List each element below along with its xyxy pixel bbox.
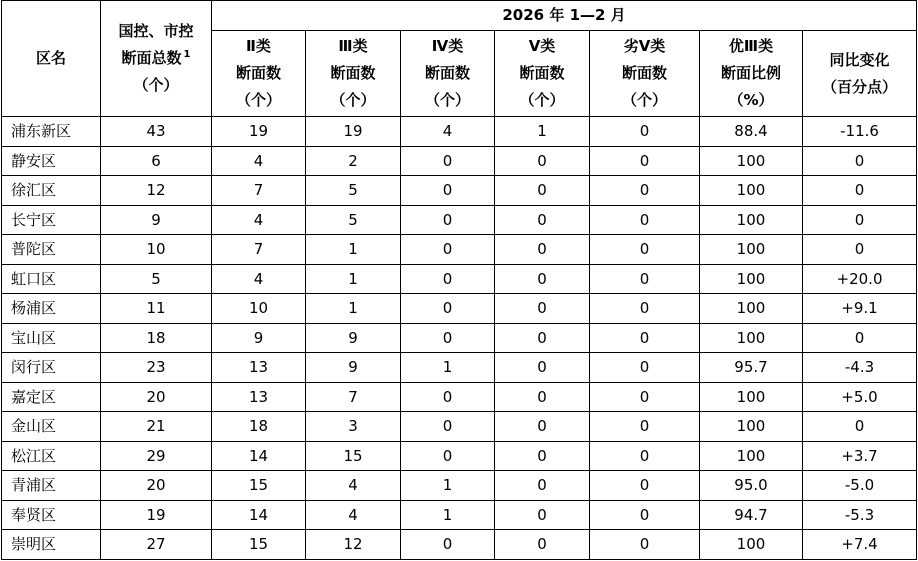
class2-cell: 10 bbox=[212, 294, 306, 324]
district-cell: 松江区 bbox=[2, 441, 101, 471]
worse-class5-header bbox=[590, 31, 700, 117]
worse-class5-header-line1: 劣Ⅴ类 bbox=[623, 37, 666, 55]
class4-cell: 4 bbox=[401, 117, 495, 147]
table-body bbox=[2, 117, 917, 560]
total-cell: 21 bbox=[101, 412, 212, 442]
table-row bbox=[2, 353, 917, 383]
table-row bbox=[2, 205, 917, 235]
total-cell: 29 bbox=[101, 441, 212, 471]
yoy-change-cell: -4.3 bbox=[803, 353, 917, 383]
ratio-cell: 94.7 bbox=[700, 500, 803, 530]
table-row bbox=[2, 264, 917, 294]
class2-header-line2: 断面数 bbox=[235, 64, 281, 82]
total-cell: 43 bbox=[101, 117, 212, 147]
table-row bbox=[2, 235, 917, 265]
class2-cell: 4 bbox=[212, 264, 306, 294]
class5-header-line3: （个） bbox=[519, 91, 565, 109]
class2-cell: 4 bbox=[212, 146, 306, 176]
ratio-header bbox=[700, 31, 803, 117]
footnote-marker: 1 bbox=[183, 49, 191, 60]
class4-cell: 0 bbox=[401, 441, 495, 471]
table-row bbox=[2, 294, 917, 324]
class3-header-line1: Ⅲ类 bbox=[338, 37, 368, 55]
total-header-unit: （个） bbox=[133, 76, 179, 94]
yoy-change-header-line1: 同比变化 bbox=[829, 50, 890, 69]
total-cell: 9 bbox=[101, 205, 212, 235]
class2-cell: 14 bbox=[212, 441, 306, 471]
class4-cell: 0 bbox=[401, 235, 495, 265]
class3-cell: 1 bbox=[306, 294, 401, 324]
worse-class5-cell: 0 bbox=[590, 471, 700, 501]
class2-header-line1: Ⅱ类 bbox=[246, 37, 271, 55]
ratio-cell: 100 bbox=[700, 323, 803, 353]
class5-header-line1: Ⅴ类 bbox=[528, 37, 556, 55]
class2-cell: 7 bbox=[212, 176, 306, 206]
class4-header-line2: 断面数 bbox=[424, 64, 470, 82]
table-header bbox=[2, 1, 917, 117]
class3-cell: 9 bbox=[306, 353, 401, 383]
total-header-line2 bbox=[101, 45, 211, 72]
class2-cell: 13 bbox=[212, 353, 306, 383]
worse-class5-cell: 0 bbox=[590, 294, 700, 324]
worse-class5-cell: 0 bbox=[590, 500, 700, 530]
class3-cell: 12 bbox=[306, 530, 401, 560]
table-row bbox=[2, 146, 917, 176]
class3-cell: 19 bbox=[306, 117, 401, 147]
class3-cell: 5 bbox=[306, 205, 401, 235]
class5-cell: 0 bbox=[495, 353, 590, 383]
class2-cell: 4 bbox=[212, 205, 306, 235]
class5-cell: 0 bbox=[495, 146, 590, 176]
class3-header bbox=[306, 31, 401, 117]
worse-class5-cell: 0 bbox=[590, 441, 700, 471]
yoy-change-cell: +5.0 bbox=[803, 382, 917, 412]
worse-class5-cell: 0 bbox=[590, 382, 700, 412]
class4-cell: 0 bbox=[401, 176, 495, 206]
class5-header-line2: 断面数 bbox=[519, 64, 565, 82]
worse-class5-cell: 0 bbox=[590, 412, 700, 442]
class4-cell: 1 bbox=[401, 500, 495, 530]
class3-header-line2: 断面数 bbox=[330, 64, 376, 82]
class3-cell: 2 bbox=[306, 146, 401, 176]
class2-cell: 9 bbox=[212, 323, 306, 353]
class5-cell: 0 bbox=[495, 412, 590, 442]
table-row bbox=[2, 530, 917, 560]
total-cell: 10 bbox=[101, 235, 212, 265]
district-cell: 嘉定区 bbox=[2, 382, 101, 412]
class3-header-line3: （个） bbox=[330, 91, 376, 109]
worse-class5-cell: 0 bbox=[590, 117, 700, 147]
ratio-header-line2: 断面比例 bbox=[720, 64, 781, 82]
class3-cell: 5 bbox=[306, 176, 401, 206]
class2-header bbox=[212, 31, 306, 117]
worse-class5-cell: 0 bbox=[590, 176, 700, 206]
class3-cell: 4 bbox=[306, 500, 401, 530]
ratio-cell: 100 bbox=[700, 412, 803, 442]
yoy-change-cell: -5.3 bbox=[803, 500, 917, 530]
worse-class5-cell: 0 bbox=[590, 146, 700, 176]
ratio-cell: 100 bbox=[700, 146, 803, 176]
class4-cell: 1 bbox=[401, 471, 495, 501]
worse-class5-cell: 0 bbox=[590, 530, 700, 560]
ratio-cell: 100 bbox=[700, 530, 803, 560]
class5-cell: 0 bbox=[495, 176, 590, 206]
district-cell: 徐汇区 bbox=[2, 176, 101, 206]
district-cell: 奉贤区 bbox=[2, 500, 101, 530]
class2-cell: 18 bbox=[212, 412, 306, 442]
worse-class5-cell: 0 bbox=[590, 235, 700, 265]
total-cell: 20 bbox=[101, 382, 212, 412]
yoy-change-cell: 0 bbox=[803, 323, 917, 353]
class5-cell: 0 bbox=[495, 323, 590, 353]
district-cell: 闵行区 bbox=[2, 353, 101, 383]
class2-cell: 15 bbox=[212, 530, 306, 560]
yoy-change-cell: 0 bbox=[803, 146, 917, 176]
total-cell: 11 bbox=[101, 294, 212, 324]
yoy-change-cell: -11.6 bbox=[803, 117, 917, 147]
class5-cell: 1 bbox=[495, 117, 590, 147]
total-cell: 27 bbox=[101, 530, 212, 560]
class4-cell: 0 bbox=[401, 412, 495, 442]
ratio-cell: 100 bbox=[700, 235, 803, 265]
class5-header bbox=[495, 31, 590, 117]
yoy-change-cell: 0 bbox=[803, 176, 917, 206]
ratio-cell: 95.0 bbox=[700, 471, 803, 501]
district-cell: 虹口区 bbox=[2, 264, 101, 294]
yoy-change-header-line2: （百分点） bbox=[822, 77, 898, 96]
class3-cell: 7 bbox=[306, 382, 401, 412]
class3-cell: 4 bbox=[306, 471, 401, 501]
class5-cell: 0 bbox=[495, 205, 590, 235]
ratio-cell: 100 bbox=[700, 294, 803, 324]
table-row bbox=[2, 441, 917, 471]
worse-class5-cell: 0 bbox=[590, 264, 700, 294]
worse-class5-cell: 0 bbox=[590, 353, 700, 383]
period-header: 2026 年 1—2 月 bbox=[212, 1, 917, 31]
class3-cell: 9 bbox=[306, 323, 401, 353]
class5-cell: 0 bbox=[495, 530, 590, 560]
yoy-change-cell: -5.0 bbox=[803, 471, 917, 501]
table-row bbox=[2, 117, 917, 147]
class2-cell: 15 bbox=[212, 471, 306, 501]
table-row bbox=[2, 176, 917, 206]
yoy-change-cell: 0 bbox=[803, 235, 917, 265]
district-header: 区名 bbox=[2, 1, 101, 117]
total-sections-header bbox=[101, 1, 212, 117]
total-header-line1: 国控、市控 bbox=[118, 22, 194, 40]
district-cell: 崇明区 bbox=[2, 530, 101, 560]
table-row bbox=[2, 500, 917, 530]
total-cell: 5 bbox=[101, 264, 212, 294]
ratio-cell: 100 bbox=[700, 176, 803, 206]
class2-header-line3: （个） bbox=[235, 91, 281, 109]
ratio-cell: 100 bbox=[700, 205, 803, 235]
total-cell: 18 bbox=[101, 323, 212, 353]
class4-cell: 1 bbox=[401, 353, 495, 383]
yoy-change-cell: 0 bbox=[803, 412, 917, 442]
worse-class5-header-line2: 断面数 bbox=[621, 64, 667, 82]
class3-cell: 3 bbox=[306, 412, 401, 442]
class4-header-line3: （个） bbox=[424, 91, 470, 109]
district-cell: 静安区 bbox=[2, 146, 101, 176]
class5-cell: 0 bbox=[495, 235, 590, 265]
class3-cell: 15 bbox=[306, 441, 401, 471]
total-cell: 6 bbox=[101, 146, 212, 176]
district-cell: 宝山区 bbox=[2, 323, 101, 353]
class2-cell: 13 bbox=[212, 382, 306, 412]
class4-cell: 0 bbox=[401, 146, 495, 176]
ratio-header-line3: （%） bbox=[728, 91, 774, 109]
worse-class5-cell: 0 bbox=[590, 323, 700, 353]
class5-cell: 0 bbox=[495, 382, 590, 412]
district-cell: 杨浦区 bbox=[2, 294, 101, 324]
ratio-cell: 100 bbox=[700, 264, 803, 294]
class5-cell: 0 bbox=[495, 471, 590, 501]
total-cell: 20 bbox=[101, 471, 212, 501]
ratio-cell: 88.4 bbox=[700, 117, 803, 147]
water-quality-table bbox=[1, 0, 917, 560]
table-row bbox=[2, 412, 917, 442]
class4-cell: 0 bbox=[401, 205, 495, 235]
worse-class5-header-line3: （个） bbox=[621, 91, 667, 109]
worse-class5-cell: 0 bbox=[590, 205, 700, 235]
yoy-change-cell: +7.4 bbox=[803, 530, 917, 560]
class4-header bbox=[401, 31, 495, 117]
class4-cell: 0 bbox=[401, 323, 495, 353]
yoy-change-cell: +9.1 bbox=[803, 294, 917, 324]
ratio-cell: 100 bbox=[700, 382, 803, 412]
total-cell: 19 bbox=[101, 500, 212, 530]
table-row bbox=[2, 323, 917, 353]
class4-header-line1: Ⅳ类 bbox=[431, 37, 464, 55]
class4-cell: 0 bbox=[401, 382, 495, 412]
class5-cell: 0 bbox=[495, 264, 590, 294]
ratio-cell: 100 bbox=[700, 441, 803, 471]
ratio-cell: 95.7 bbox=[700, 353, 803, 383]
class3-cell: 1 bbox=[306, 264, 401, 294]
class4-cell: 0 bbox=[401, 264, 495, 294]
table-row bbox=[2, 471, 917, 501]
total-header-label: 断面总数 bbox=[121, 49, 182, 67]
district-cell: 普陀区 bbox=[2, 235, 101, 265]
total-cell: 23 bbox=[101, 353, 212, 383]
table-row bbox=[2, 382, 917, 412]
class5-cell: 0 bbox=[495, 500, 590, 530]
class3-cell: 1 bbox=[306, 235, 401, 265]
district-cell: 长宁区 bbox=[2, 205, 101, 235]
class5-cell: 0 bbox=[495, 294, 590, 324]
yoy-change-header bbox=[803, 31, 917, 117]
class2-cell: 19 bbox=[212, 117, 306, 147]
total-cell: 12 bbox=[101, 176, 212, 206]
class2-cell: 7 bbox=[212, 235, 306, 265]
class2-cell: 14 bbox=[212, 500, 306, 530]
district-cell: 青浦区 bbox=[2, 471, 101, 501]
yoy-change-cell: 0 bbox=[803, 205, 917, 235]
class4-cell: 0 bbox=[401, 294, 495, 324]
district-cell: 金山区 bbox=[2, 412, 101, 442]
class4-cell: 0 bbox=[401, 530, 495, 560]
class5-cell: 0 bbox=[495, 441, 590, 471]
district-cell: 浦东新区 bbox=[2, 117, 101, 147]
ratio-header-line1: 优Ⅲ类 bbox=[728, 37, 774, 55]
yoy-change-cell: +3.7 bbox=[803, 441, 917, 471]
yoy-change-cell: +20.0 bbox=[803, 264, 917, 294]
